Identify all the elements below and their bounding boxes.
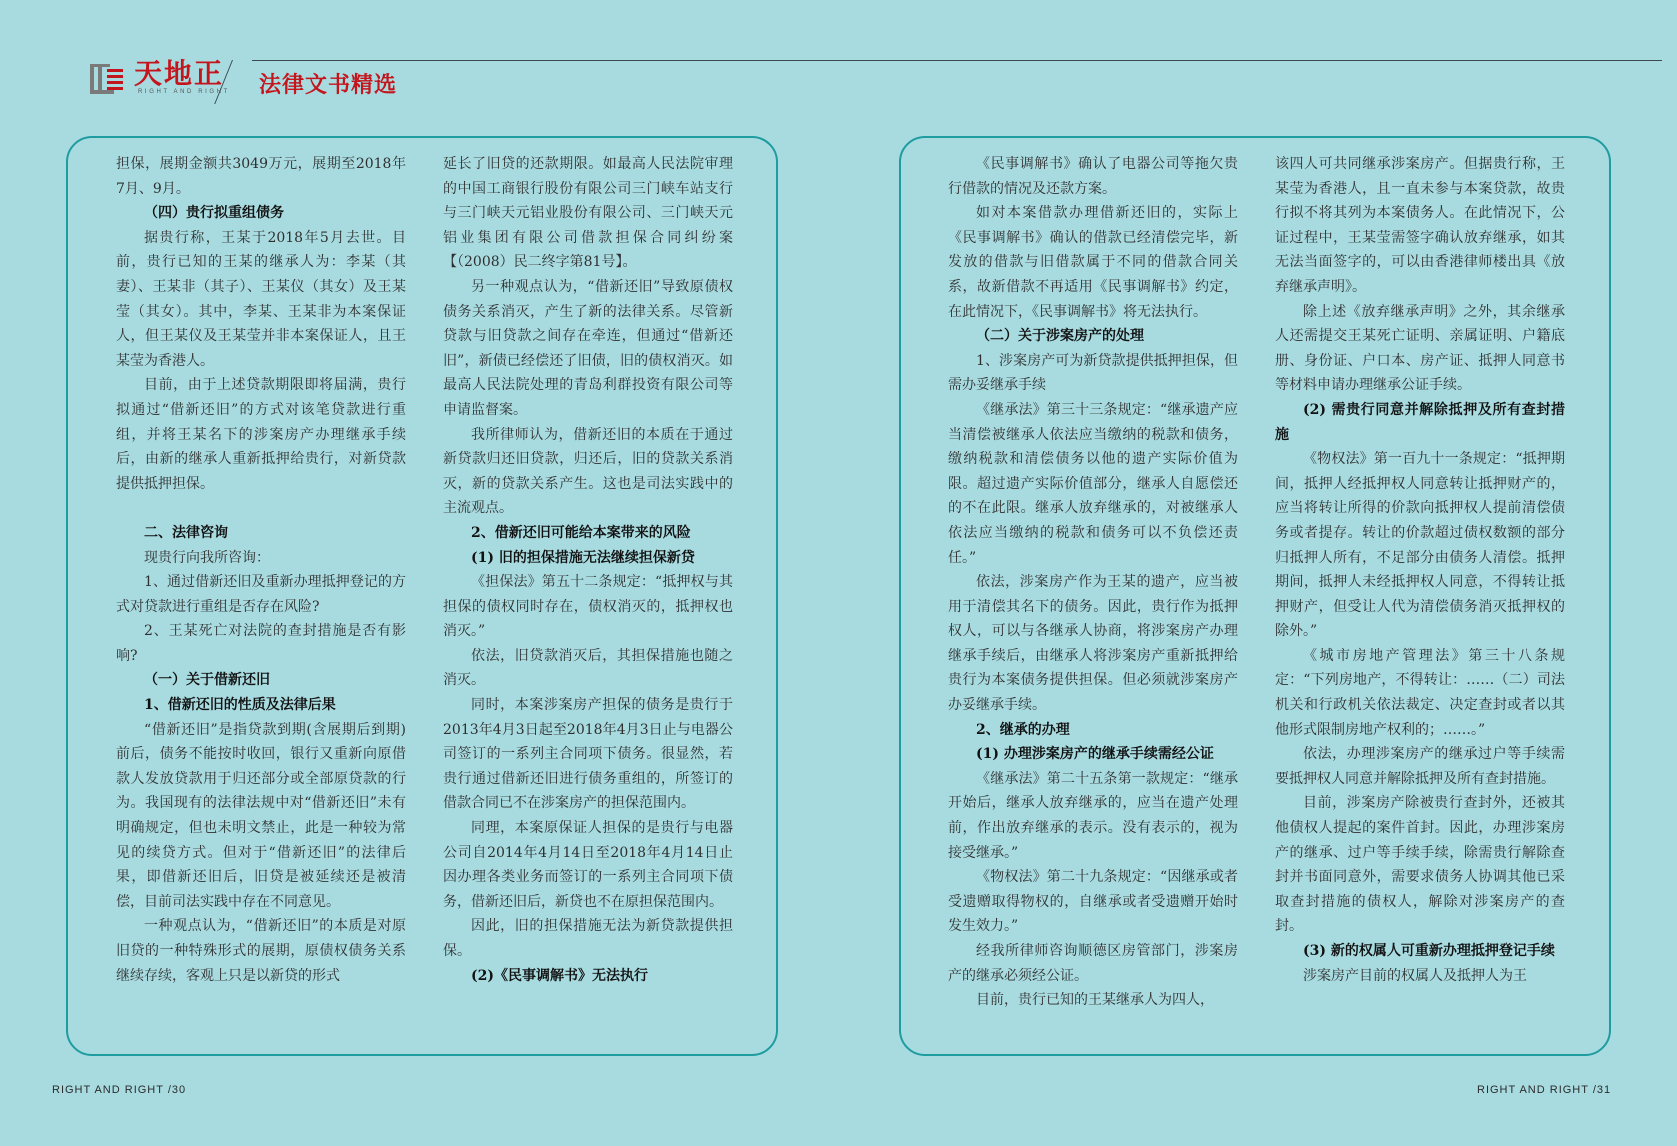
text-column-1	[116, 152, 406, 988]
body-paragraph: 《城市房地产管理法》第三十八条规定：“下列房地产，不得转让：……（二）司法机关和行政机关依法裁定、决定查封或者以其他形式限制房地产权利的；……。”	[1275, 647, 1565, 738]
body-paragraph: 依法，涉案房产作为王某的遗产，应当被用于清偿其名下的债务。因此，贵行作为抵押权人，可以与各继承人协商，将涉案房产办理继承手续后，由继承人将涉案房产重新抵押给贵行为本案债务提供担保。但必须就涉案房产办妥继承手续。	[948, 574, 1238, 714]
section-heading: (3) 新的权属人可重新办理抵押登记手续	[1303, 943, 1555, 959]
section-heading: 二、法律咨询	[144, 524, 228, 541]
body-paragraph: 《继承法》第三十三条规定：“继承遗产应当清偿被继承人依法应当缴纳的税款和债务，缴纳税款和清偿债务以他的遗产实际价值为限。超过遗产实际价值部分，继承人自愿偿还的不在此限。继承人放弃继承的，对被继承人依法应当缴纳的税款和债务可以不负偿还责任。”	[948, 401, 1238, 566]
body-paragraph: 《继承法》第二十五条第一款规定：“继承开始后，继承人放弃继承的，应当在遗产处理前，作出放弃继承的表示。没有表示的，视为接受继承。”	[948, 770, 1238, 861]
section-heading: 2、继承的办理	[976, 721, 1070, 738]
body-paragraph: 目前，贵行已知的王某继承人为四人，	[976, 992, 1214, 1009]
magazine-logo	[90, 58, 230, 100]
section-heading: (2)《民事调解书》无法执行	[471, 967, 648, 984]
body-paragraph: 一种观点认为，“借新还旧”的本质是对原旧贷的一种特殊形式的展期，原债权债务关系继续存续，客观上只是以新贷的形式	[116, 918, 406, 984]
section-heading: （一）关于借新还旧	[144, 672, 270, 689]
text-column-4	[1275, 152, 1565, 988]
body-paragraph: 因此，旧的担保措施无法为新贷款提供担保。	[443, 918, 733, 959]
body-paragraph: 该四人可共同继承涉案房产。但据贵行称，王某莹为香港人，且一直未参与本案贷款，故贵行拟不将其列为本案债务人。在此情况下，公证过程中，王某莹需签字确认放弃继承，如其无法当面签字的，可以由香港律师楼出具《放弃继承声明》。	[1275, 156, 1565, 295]
body-paragraph: 依法，办理涉案房产的继承过户等手续需要抵押权人同意并解除抵押及所有查封措施。	[1275, 746, 1565, 787]
body-paragraph: 1、通过借新还旧及重新办理抵押登记的方式对贷款进行重组是否存在风险?	[116, 574, 406, 615]
logo-mark-icon	[90, 62, 130, 96]
section-heading: 2、借新还旧可能给本案带来的风险	[471, 524, 691, 541]
section-heading: (1) 旧的担保措施无法继续担保新贷	[471, 549, 695, 566]
body-paragraph: 现贵行向我所咨询：	[144, 549, 270, 566]
header-rule	[252, 60, 1662, 61]
body-paragraph: 除上述《放弃继承声明》之外，其余继承人还需提交王某死亡证明、亲属证明、户籍底册、身份证、户口本、房产证、抵押人同意书等材料申请办理继承公证手续。	[1275, 303, 1565, 394]
body-paragraph: 同理，本案原保证人担保的是贵行与电器公司自2014年4月14日至2018年4月14日止因办理各类业务而签订的一系列主合同项下债务，借新还旧后，新贷也不在原担保范围内。	[443, 820, 733, 910]
logo-tagline: RIGHT AND RIGHT	[138, 89, 230, 95]
body-paragraph: 《物权法》第二十九条规定：“因继承或者受遗赠取得物权的，自继承或者受遗赠开始时发生效力。”	[948, 869, 1238, 935]
paragraph-spacer	[116, 496, 406, 521]
section-title: 法律文书精选	[259, 73, 398, 98]
body-paragraph: 《物权法》第一百九十一条规定：“抵押期间，抵押人经抵押权人同意转让抵押财产的，应当将转让所得的价款向抵押权人提前清偿债务或者提存。转让的价款超过债权数额的部分归抵押人所有，不足部分由债务人清偿。抵押期间，抵押人未经抵押权人同意，不得转让抵押财产，但受让人代为清偿债务消灭抵押权的除外。”	[1275, 451, 1565, 640]
body-paragraph: 我所律师认为，借新还旧的本质在于通过新贷款归还旧贷款，归还后，旧的贷款关系消灭，新的贷款关系产生。这也是司法实践中的主流观点。	[443, 426, 733, 517]
logo-name: 天地正	[134, 57, 225, 90]
body-paragraph: 延长了旧贷的还款期限。如最高人民法院审理的中国工商银行股份有限公司三门峡车站支行与三门峡天元铝业股份有限公司、三门峡天元铝业集团有限公司借款担保合同纠纷案【（2008）民二终字第81号】。	[443, 156, 733, 271]
body-paragraph: 《担保法》第五十二条规定：“抵押权与其担保的债权同时存在，债权消灭的，抵押权也消灭。”	[443, 574, 733, 640]
section-heading: (1) 办理涉案房产的继承手续需经公证	[976, 746, 1214, 763]
body-paragraph: 据贵行称，王某于2018年5月去世。目前，贵行已知的王某的继承人为：李某（其妻）、王某非（其子）、王某仪（其女）及王某莹（其女）。其中，李某、王某非为本案保证人，但王某仪及王某莹并非本案保证人，且王某莹为香港人。	[116, 229, 406, 369]
text-column-3	[948, 152, 1238, 1013]
footer-left-page-number: RIGHT AND RIGHT /30	[52, 1084, 187, 1096]
body-paragraph: 同时，本案涉案房产担保的债务是贵行于2013年4月3日起至2018年4月3日止与电器公司签订的一系列主合同项下债务。很显然，若贵行通过借新还旧进行债务重组的，所签订的借款合同已不在涉案房产的担保范围内。	[443, 697, 733, 812]
body-paragraph: 涉案房产目前的权属人及抵押人为王	[1303, 967, 1527, 984]
body-paragraph: 另一种观点认为，“借新还旧”导致原债权债务关系消灭，产生了新的法律关系。尽管新贷款与旧贷款之间存在牵连，但通过“借新还旧”，新债已经偿还了旧债，旧的债权消灭。如最高人民法院处理的青岛利群投资有限公司等申请监督案。	[443, 278, 733, 418]
section-heading: （四）贵行拟重组债务	[144, 205, 284, 222]
body-paragraph: 依法，旧贷款消灭后，其担保措施也随之消灭。	[443, 647, 733, 689]
text-column-2	[443, 152, 733, 988]
footer-right-page-number: RIGHT AND RIGHT /31	[1477, 1084, 1612, 1096]
body-paragraph: “借新还旧”是指贷款到期(含展期后到期)前后，债务不能按时收回，银行又重新向原借款人发放贷款用于归还部分或全部原贷款的行为。我国现有的法律法规中对“借新还旧”未有明确规定，但也未明文禁止，此是一种较为常见的续贷方式。但对于“借新还旧”的法律后果，即借新还旧后，旧贷是被延续还是被清偿，目前司法实践中存在不同意见。	[116, 721, 406, 910]
body-paragraph: 如对本案借款办理借新还旧的，实际上《民事调解书》确认的借款已经清偿完毕，新发放的借款与旧借款属于不同的借款合同关系，故新借款不再适用《民事调解书》约定，在此情况下，《民事调解书》将无法执行。	[948, 205, 1238, 320]
body-paragraph: 目前，由于上述贷款期限即将届满，贵行拟通过“借新还旧”的方式对该笔贷款进行重组，并将王某名下的涉案房产办理继承手续后，由新的继承人重新抵押给贵行，对新贷款提供抵押担保。	[116, 377, 406, 492]
body-paragraph: 1、涉案房产可为新贷款提供抵押担保，但需办妥继承手续	[948, 352, 1238, 394]
section-heading: 1、借新还旧的性质及法律后果	[144, 697, 336, 714]
body-paragraph: 《民事调解书》确认了电器公司等拖欠贵行借款的情况及还款方案。	[948, 156, 1238, 197]
body-paragraph: 目前，涉案房产除被贵行查封外，还被其他债权人提起的案件首封。因此，办理涉案房产的继承、过户等手续手续，除需贵行解除查封并书面同意外，需要求债务人协调其他已采取查封措施的债权人，解除对涉案房产的查封。	[1275, 795, 1565, 935]
section-heading: （二）关于涉案房产的处理	[976, 328, 1144, 345]
body-paragraph: 经我所律师咨询顺德区房管部门，涉案房产的继承必须经公证。	[948, 943, 1238, 984]
section-heading: (2) 需贵行同意并解除抵押及所有查封措施	[1275, 401, 1565, 443]
body-paragraph: 2、王某死亡对法院的查封措施是否有影响?	[116, 623, 406, 664]
body-paragraph: 担保，展期金额共3049万元，展期至2018年7月、9月。	[116, 156, 406, 197]
